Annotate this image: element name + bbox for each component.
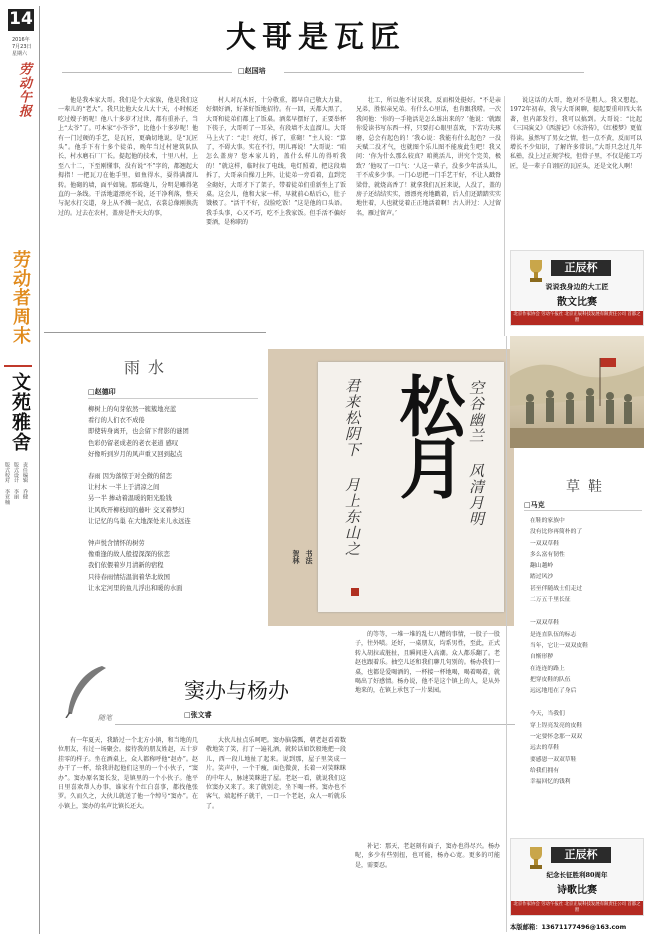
article-column	[355, 842, 500, 932]
calligraphy-inscription: 空谷幽兰 风清月明	[467, 380, 485, 527]
article-column	[206, 96, 346, 318]
poem-author-rule	[524, 510, 642, 511]
ad-line-2: 散文比赛	[557, 297, 597, 308]
article-text: 有一年夏天，我路过一个北方小镇，和当地的几位朋友，有过一场聚会。接待我的朋友姓赵，五十岁挂零的样子。坐在酒桌上，众人都称呼他“赵办”。赵办干了一杯，给我讲起他们这里的一个小伙子，“窦办”。窦办原名窦长发，是镇里的一个小伙子。他平日里喜欢帮人办事，谁家有个红白喜事，都找他张罗。久而久之，大伙儿就送了他一个绰号“窦办”。在小镇上，窦办的名声比镇长还大。	[58, 737, 198, 810]
poem-line: 好像听到岁月的风声重又回到起点	[88, 450, 183, 458]
issue-year: 2016年	[12, 37, 30, 43]
poem-title: 雨水	[124, 358, 173, 377]
article-title: 大哥是瓦匠	[226, 20, 406, 55]
poem-line: 没有比你再简朴的了	[530, 529, 583, 536]
article-text: 壮工，所以他不讨厌我，反而相处挺好。“不是亲兄弟，胜似亲兄弟。有什么心里话，也肯跟我唠。一次我问他：‘你的一手艳活是怎么练出来的？’他说：‘就跟你爱读书写东西一样，只要打心眼里喜欢，下苦功夫琢磨，总会有起色的！’我心说：我能有什么起色？一没天赋二没才气，也就图个乐儿图不能废此生吧！我又问：‘你为什么那么较真？咱挑活儿，讲究个完美，极致？’他叹了一口气：‘人这一辈子，没多少年活头儿，干不成多少事。一门心思把一门手艺干好，不让人戳脊梁骨，就烧高香了！就拿我们瓦匠来说，人没了，盖的房子还结结实实，漂漂亮亮地戳着，后人们还踏踏实实地住着，人也就觉着正正地活着啊！古人讲过：人过留名，雁过留声。’	[356, 97, 501, 217]
section-divider	[44, 332, 266, 333]
poem-line: 甚至伴随战士们走过	[530, 585, 583, 592]
poem-line: 是连直队伍的标志	[530, 631, 577, 638]
poem-line: 让村木 一半上于清凉之间	[88, 484, 160, 492]
issue-weekday: 星期六	[12, 51, 28, 57]
poem-stanza	[530, 709, 640, 788]
designer-credit: 版式设计 李丽	[13, 462, 19, 500]
poem-line: 二万五千里长征	[530, 597, 571, 604]
article-author: □赵国培	[238, 66, 266, 75]
poem-line: 幸福回忆的钱利	[530, 779, 571, 786]
article-column	[206, 736, 346, 934]
poem-line: 另一半 掺动着温暖的阳光脸钱	[88, 495, 172, 503]
article-text: 的等等，一堆一堆的乱七八糟的事情，一股子一股子，往外喷。还好，一桌朋友，均系男性，至此，正式转入胡拉或脏扯，且瞬间进入高潮。众人都乐翻了。老赵也跟着乐。抽空儿还和我们聊几句别的。杨办我们一桌，也都是爱喝酒的，一杯接一杯地喝，喝着喝着，就喝出了好感情。杨办说，他不是这个镇上的人，是从外地来的，在镇上承包了一片果园。	[355, 631, 500, 695]
newspaper-logo: 劳动午报	[16, 62, 31, 118]
poem-line: 穿上锃亮发亮的皮鞋	[530, 722, 583, 729]
ad-footer: 北京作家协会 劳动午报社 北京正辰科技发展有限责任公司 首都之窗	[511, 901, 643, 915]
poem-body	[88, 404, 263, 594]
calligrapher-name: 贺林	[292, 550, 301, 564]
poem-line: 远远地甩在了身后	[530, 688, 577, 695]
poem-line: 给我们拥有	[530, 767, 559, 774]
trophy-icon	[527, 258, 545, 284]
ad-line-2: 诗歌比赛	[557, 885, 597, 896]
poem-line: 要感恩一双双草鞋	[530, 756, 577, 763]
poem-line: 在鞋的家族中	[530, 518, 565, 524]
poem-line: 让风吹开柳枝间的藤叶 交叉着梦幻	[88, 506, 185, 514]
poem-line: 看行的人们衣不成倦	[88, 417, 145, 425]
poem-stanza	[88, 471, 263, 527]
poem-author-rule	[88, 398, 258, 399]
editor-credits	[4, 462, 29, 504]
article-column	[510, 96, 642, 246]
artwork-type: 书法	[305, 550, 314, 564]
poem-title: 草鞋	[566, 479, 610, 495]
poem-line: 一双双草鞋	[530, 540, 559, 547]
painting-image	[510, 336, 644, 448]
column-rule	[504, 96, 505, 336]
poem-body	[530, 516, 640, 789]
article-column	[355, 630, 500, 835]
article-text: 说这话的大哥，绝对不是粗人。我又想起，1972年初春，我与大哥闲聊，提起要重印四大名著，但内部发行，我可以搞到。大哥说：“比起《三国演义》《西游记》《水浒传》，《红楼梦》更值得读。虽然写了男女之情，但一点不黄，反而可以增长不少知识，了解许多常识。”大哥只念过几年私塾，没上过正规学校，但骨子里，不仅是能工巧匠，是一辈子自诩匠的瓦匠头，还是文化人啊！	[510, 97, 642, 170]
ad-line-1: 纪念长征胜利80周年	[546, 871, 608, 879]
issue-day: 7月23日	[12, 44, 32, 50]
ad-tag: 正辰杯	[551, 260, 611, 276]
article-author: □张文睿	[184, 710, 212, 719]
contest-ad-bottom	[510, 838, 644, 916]
poem-line: 钟声悦含情怀的树劳	[88, 540, 145, 548]
poem-line: 当年，它让一双双皮鞋	[530, 642, 588, 649]
ad-line-1: 说说我身边的大工匠	[545, 282, 609, 291]
poem-line: 在连连的路上	[530, 665, 565, 672]
poem-line: 让记忆的鸟巢 在大地深处来儿永远连	[88, 517, 191, 525]
poem-line: 今天，当我们	[530, 711, 565, 718]
section-banner: 劳动者周末	[10, 250, 31, 345]
column-tag: 随笔	[98, 714, 112, 722]
article-text: 村人对瓦木匠，十分敬重，都早自己敬大力量，好烟好酒，好茶好饭地招待。有一回，天都大黑了，大哥和徒弟们都上了饭桌。酒菜早摆好了，正要举杯下筷子，大哥听了一耳朵，有段墙不太直溜儿。大哥马上火了：“走！亮灯，拆了，重砌！”主人说：“算了，不碍大事。实在不行，明儿再说！”大哥说：“咱怎么盖房？您本家儿的，盖什么样儿的得听我的！”就这样，临时拉了电线，电灯照着，把这段墙拆了，大哥亲自操刀上阵，让徒弟一旁看着，直到完全砌好，大哥才下了架子，带着徒弟们重新坐上了饭桌。这会儿，他和大家一样，早就前心贴后心，肚子饿极了。“活干不好，没脸吃饭！”这是他的口头语。我手头事，心又不巧，吃不上我家饭。但手活不偏好要酒，是称职的	[206, 97, 346, 227]
calligraphy-big-chars: 松月	[388, 372, 466, 496]
proofreader-credit: 版式校对 李亚楠	[4, 462, 10, 505]
poem-stanza	[88, 404, 263, 460]
poem-line: 一定要怀念那一双双	[530, 734, 583, 741]
poem-line: 像重逢的故人般提深深的依恋	[88, 551, 170, 559]
poem-line: 翻山越岭	[530, 563, 554, 570]
seal-stamp	[351, 588, 359, 596]
article-column	[356, 96, 501, 318]
masthead-divider	[39, 6, 40, 934]
poem-line: 自惭形秽	[530, 654, 554, 661]
poem-line: 把穿皮鞋的队伍	[530, 676, 571, 683]
editor-credit: 责任编辑 乔健	[22, 462, 28, 500]
poem-line: 即使转身离开，也会留下背影的谜团	[88, 428, 189, 436]
article-column	[58, 96, 198, 318]
calligraphy-inscription: 君来松阴下 月上东山之	[343, 378, 361, 557]
article-text: 他是我本家大哥。我们是个大家族，他是我们这一辈儿的“老大”。我只比他大女儿大十天，小时候还吃过嫂子奶呢！他八十多岁才过世，都有重孙子，当上“太爷”了。可本家“小爷爷”，比他小十多岁呢！他有一门过硬的手艺，是瓦匠，更确切地说，是“瓦匠头”。他手下有十多个徒弟，晚年当过村建筑队队长，村水磨石厂厂长。提起他的技术，十里八村，上至八十二，下至刚懂事，没有说“不”字的，都翘起大拇指！一把瓦刀在他手里，如鱼得水，耍得满溜儿转。他砌的墙，面平如镜。那砖缝儿，分明是雕得笔直的一条线。干活地道漂亮不说，还干净利落，整天与泥水打交道，身上从不溅一泥点，衣裳总像刚换洗过的。过去在农村，盖房是件天大的事，	[58, 97, 198, 217]
poem-line: 远去的草鞋	[530, 745, 559, 752]
poem-stanza	[530, 618, 640, 697]
article-title: 窦办与杨办	[184, 679, 289, 703]
issue-date	[12, 37, 38, 58]
poem-line: 柳树上的旬芽依然一簇簇地亮蓝	[88, 406, 177, 413]
page-number: 14	[9, 9, 33, 29]
contact-email: 本版邮箱：13671177496@163.com	[510, 924, 627, 931]
section-bracket	[4, 365, 32, 368]
poem-stanza	[530, 516, 640, 606]
calligraphy-caption	[291, 550, 314, 564]
poem-line: 踏过风沙	[530, 574, 554, 581]
contest-ad-top	[510, 250, 644, 326]
poem-line: 让永定河里的鱼儿浮出和暖的水面	[88, 584, 183, 592]
section-name: 文苑雅舍	[9, 372, 31, 452]
article-text: 大伙儿扯点乐呵吧。窦办脑袋瓢，朝老赵看着数敬地笑了笑，打了一遍礼酒，就转话如饮般地把一段儿，西一段儿地扯了起来。说到那，屋子里笑成一片。笑声中，一个干瘦，面色微黄，长着一对笑眯眯的中年人，脉速笑眯进了屋。老赵一看，就说我们这位窦办又来了。来了就别走，坐下喝一杯。窦办也不客气，端起杯子就干，一口一个老赵，众人一听就乐了。	[206, 737, 346, 810]
article-column	[58, 736, 198, 934]
poem-author: □赵德印	[88, 387, 116, 396]
poem-line: 我们依偎着岁月清新的宿程	[88, 562, 164, 570]
column-rule	[506, 336, 507, 932]
title-underline-right	[284, 72, 584, 73]
poem-author: □马克	[524, 500, 545, 509]
poem-line: 色彩仍留老成老的老衣老道 感叹	[88, 439, 179, 447]
poem-line: 一双双草鞋	[530, 620, 559, 627]
ad-footer: 北京作家协会 劳动午报社 北京正辰科技发展有限责任公司 首都之窗	[511, 311, 643, 325]
quill-icon	[62, 662, 112, 718]
poem-stanza	[88, 538, 263, 594]
article-text: 补记：那天，老赵刻有面子，窦办也得尽兴。杨办呢，多少有些别扭，也可能，杨办心宽。更多的可能是，需要忍。	[355, 843, 500, 869]
poem-line: 春雨 因为落惊于对全微的留恋	[88, 473, 172, 481]
poem-line: 只待春雨情结温润着华北故国	[88, 573, 170, 581]
title-underline	[62, 72, 232, 73]
trophy-icon	[527, 845, 545, 871]
poem-line: 多么富有韧性	[530, 551, 565, 558]
ad-tag: 正辰杯	[551, 847, 611, 863]
